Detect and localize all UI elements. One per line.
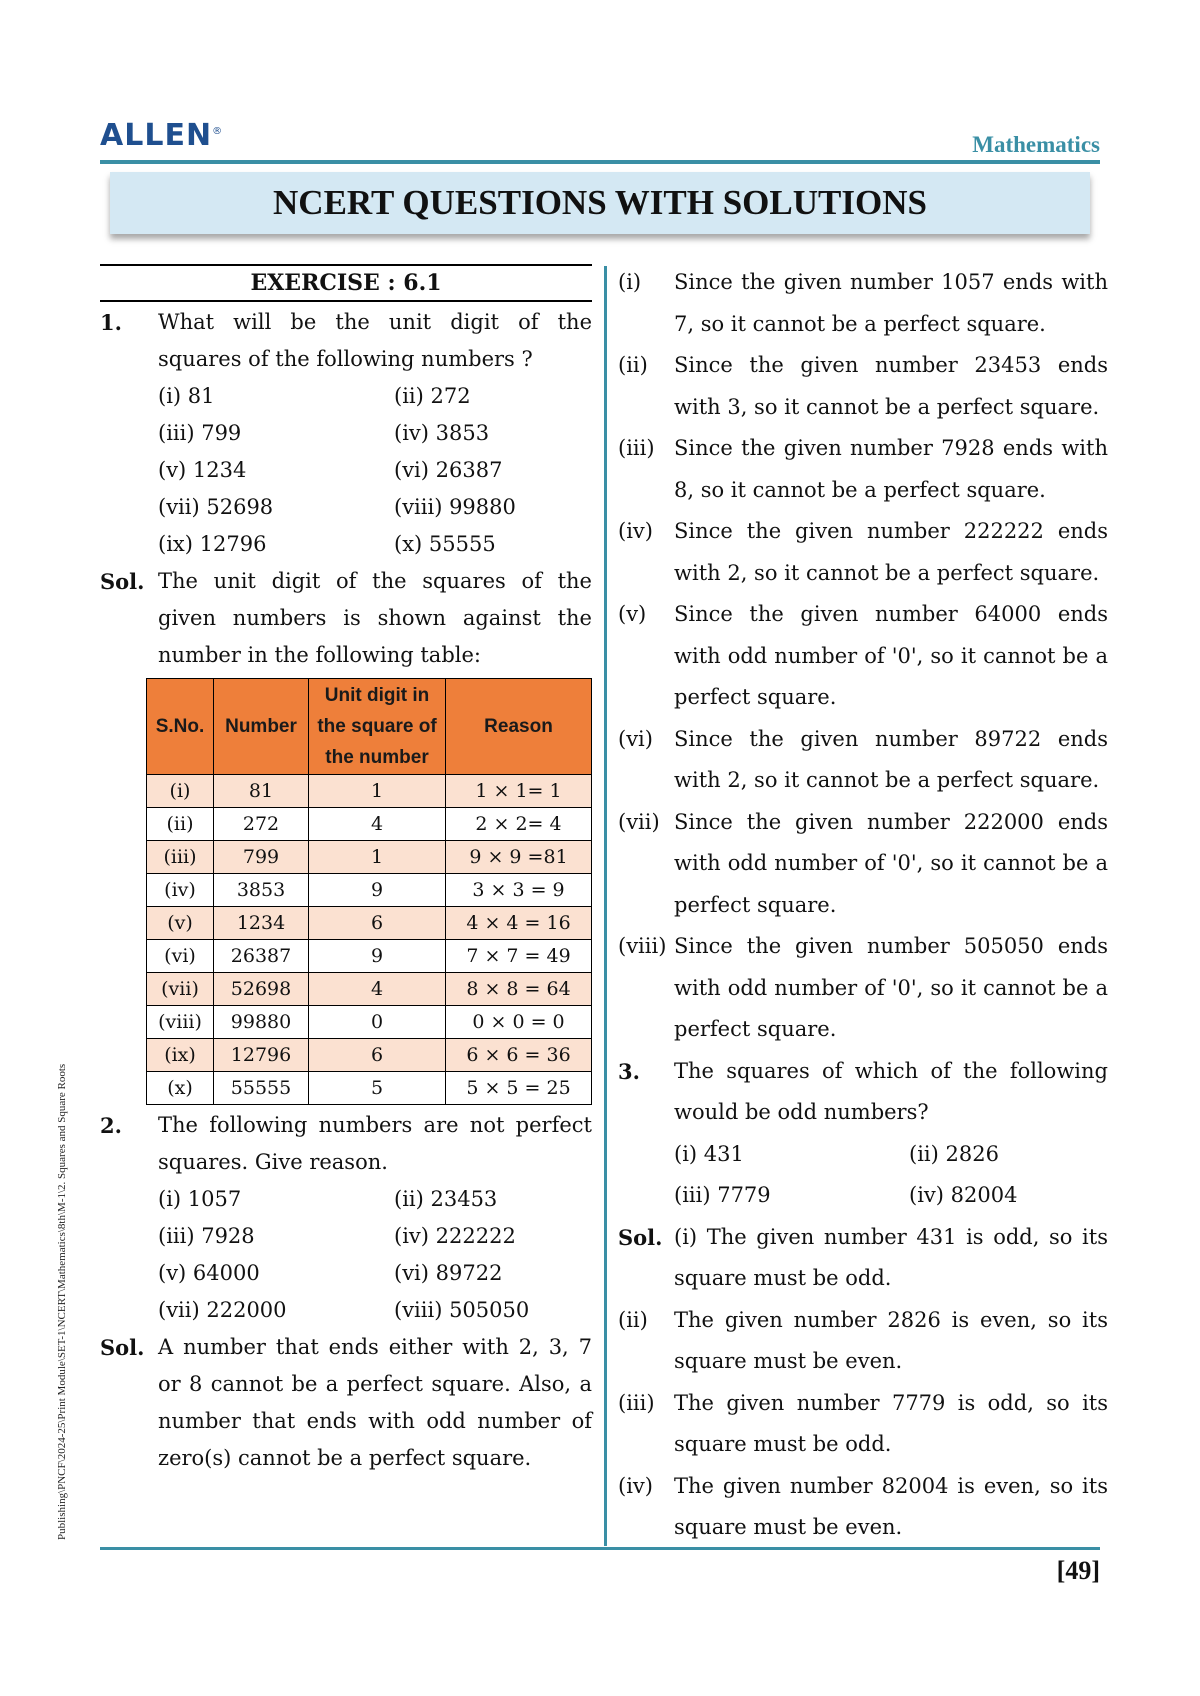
table-cell: 3853	[214, 874, 309, 907]
question-text: What will be the unit digit of the squares of the following numbers ?	[158, 310, 592, 371]
table-cell: 55555	[214, 1072, 309, 1105]
side-file-path: Publishing\PNCF\2024-25\Print Module\SET-1\NCERT\Mathematics\8th\M-1\2. Squares and Square Roots	[56, 1063, 68, 1540]
table-cell: (iv)	[147, 874, 214, 907]
question-1-options	[100, 378, 592, 563]
table-cell: 52698	[214, 973, 309, 1006]
question-2-options	[100, 1181, 592, 1329]
solution-2	[100, 1329, 592, 1477]
solution-text: The unit digit of the squares of the given numbers is shown against the number in the following table:	[158, 569, 592, 667]
table-cell: 6 × 6 = 36	[446, 1039, 592, 1072]
table-cell: 1 × 1= 1	[446, 775, 592, 808]
table-cell: (ix)	[147, 1039, 214, 1072]
table-header: Unit digit in the square of the number	[309, 679, 446, 775]
unit-digit-table	[146, 678, 592, 1105]
table-cell: 9	[309, 940, 446, 973]
item-number: (iv)	[618, 519, 653, 543]
option: (ii) 272	[394, 384, 471, 408]
item-number: (iii)	[618, 436, 655, 460]
table-cell: 799	[214, 841, 309, 874]
solution-1	[100, 563, 592, 674]
table-cell: 2 × 2= 4	[446, 808, 592, 841]
item-number: (iv)	[618, 1473, 653, 1498]
option: (vi) 89722	[394, 1261, 503, 1285]
table-cell: 4 × 4 = 16	[446, 907, 592, 940]
item-number: (iii)	[618, 1390, 655, 1415]
solution-label: Sol.	[100, 569, 145, 594]
option: (ii) 2826	[909, 1141, 999, 1166]
option: (vii) 52698	[158, 495, 274, 519]
question-text: The squares of which of the following would be odd numbers?	[674, 1058, 1108, 1124]
solution-2-item	[618, 262, 1108, 345]
solution-2-item	[618, 511, 1108, 594]
table-cell: 5	[309, 1072, 446, 1105]
table-cell: 4	[309, 808, 446, 841]
table-cell: 6	[309, 907, 446, 940]
table-cell: (viii)	[147, 1006, 214, 1039]
table-row	[147, 808, 592, 841]
table-row	[147, 841, 592, 874]
table-cell: 12796	[214, 1039, 309, 1072]
table-row	[147, 1072, 592, 1105]
solution-2-item	[618, 594, 1108, 719]
solution-3-item	[618, 1466, 1108, 1549]
item-number: (viii)	[618, 934, 667, 958]
table-cell: 99880	[214, 1006, 309, 1039]
option: (i) 431	[674, 1141, 744, 1166]
exercise-title: EXERCISE : 6.1	[100, 264, 592, 302]
question-3	[618, 1051, 1108, 1134]
table-cell: 81	[214, 775, 309, 808]
footer-divider	[100, 1547, 1100, 1550]
table-row	[147, 775, 592, 808]
item-text: Since the given number 7928 ends with 8, so it cannot be a perfect square.	[674, 436, 1108, 502]
option: (iii) 7928	[158, 1224, 255, 1248]
option: (v) 1234	[158, 458, 247, 482]
item-text: Since the given number 23453 ends with 3, so it cannot be a perfect square.	[674, 353, 1108, 419]
option: (iv) 222222	[394, 1224, 516, 1248]
solution-3-item	[618, 1217, 1108, 1300]
solution-label: Sol.	[100, 1335, 145, 1360]
option: (iii) 7779	[674, 1183, 771, 1207]
table-cell: 272	[214, 808, 309, 841]
table-cell: 9	[309, 874, 446, 907]
question-number: 1.	[100, 310, 122, 335]
item-text: The given number 7779 is odd, so its square must be odd.	[674, 1390, 1108, 1456]
table-row	[147, 973, 592, 1006]
option: (vii) 222000	[158, 1298, 287, 1322]
allen-logo: ALLEN®	[100, 118, 224, 153]
solution-label: Sol.	[618, 1224, 663, 1250]
question-number: 3.	[618, 1058, 640, 1084]
option: (iv) 82004	[909, 1183, 1018, 1207]
table-cell: 4	[309, 973, 446, 1006]
page-banner: NCERT QUESTIONS WITH SOLUTIONS	[110, 172, 1090, 234]
item-number: (vii)	[618, 809, 660, 834]
question-number: 2.	[100, 1113, 122, 1138]
table-header: S.No.	[147, 679, 214, 775]
item-text: Since the given number 505050 ends with odd number of '0', so it cannot be a perfect square.	[674, 934, 1108, 1041]
header-divider	[100, 160, 1100, 164]
question-3-options	[618, 1134, 1108, 1217]
left-column	[100, 264, 592, 1477]
table-cell: 6	[309, 1039, 446, 1072]
option: (x) 55555	[394, 532, 496, 556]
right-column	[618, 262, 1108, 1549]
table-cell: 8 × 8 = 64	[446, 973, 592, 1006]
solution-2-item	[618, 719, 1108, 802]
item-text: Since the given number 222000 ends with odd number of '0', so it cannot be a perfect square.	[674, 809, 1108, 917]
table-cell: 1	[309, 775, 446, 808]
item-number: (ii)	[618, 353, 648, 377]
table-cell: 0 × 0 = 0	[446, 1006, 592, 1039]
option: (ix) 12796	[158, 532, 267, 556]
table-cell: (v)	[147, 907, 214, 940]
item-number: (i)	[618, 270, 642, 294]
table-row	[147, 940, 592, 973]
item-text: Since the given number 89722 ends with 2, so it cannot be a perfect square.	[674, 726, 1108, 792]
item-text: The given number 431 is odd, so its square must be odd.	[674, 1224, 1108, 1290]
table-cell: (i)	[147, 775, 214, 808]
subject-title: Mathematics	[972, 132, 1100, 157]
item-number: (ii)	[618, 1307, 648, 1332]
table-cell: (ii)	[147, 808, 214, 841]
table-row	[147, 907, 592, 940]
item-text: The given number 2826 is even, so its square must be even.	[674, 1307, 1108, 1373]
option: (v) 64000	[158, 1261, 260, 1285]
table-header: Reason	[446, 679, 592, 775]
item-text: The given number 82004 is even, so its square must be even.	[674, 1473, 1108, 1539]
option: (iii) 799	[158, 421, 242, 445]
table-row	[147, 874, 592, 907]
table-cell: 9 × 9 =81	[446, 841, 592, 874]
solution-2-item	[618, 345, 1108, 428]
option: (i) 81	[158, 384, 215, 408]
table-cell: (vi)	[147, 940, 214, 973]
table-row	[147, 1006, 592, 1039]
page-number: [49]	[1056, 1556, 1100, 1585]
item-number: (v)	[618, 602, 647, 626]
table-cell: 0	[309, 1006, 446, 1039]
table-cell: (vii)	[147, 973, 214, 1006]
solution-3-item	[618, 1383, 1108, 1466]
item-text: Since the given number 64000 ends with odd number of '0', so it cannot be a perfect square.	[674, 602, 1108, 709]
question-text: The following numbers are not perfect squares. Give reason.	[158, 1113, 592, 1174]
solution-3-item	[618, 1300, 1108, 1383]
option: (iv) 3853	[394, 421, 490, 445]
item-text: Since the given number 222222 ends with 2, so it cannot be a perfect square.	[674, 519, 1108, 585]
question-2	[100, 1107, 592, 1181]
option: (viii) 99880	[394, 495, 516, 519]
solution-2-item	[618, 926, 1108, 1051]
solution-2-item	[618, 428, 1108, 511]
solution-text: A number that ends either with 2, 3, 7 or 8 cannot be a perfect square. Also, a number that ends with odd number of zero(s) cannot be a perfect square.	[158, 1335, 592, 1470]
item-number: (i)	[674, 1224, 698, 1249]
item-text: Since the given number 1057 ends with 7, so it cannot be a perfect square.	[674, 270, 1108, 336]
solution-2-item	[618, 802, 1108, 927]
table-cell: 1	[309, 841, 446, 874]
table-cell: (x)	[147, 1072, 214, 1105]
table-cell: 1234	[214, 907, 309, 940]
item-number: (vi)	[618, 726, 653, 751]
option: (viii) 505050	[394, 1298, 530, 1322]
table-row	[147, 1039, 592, 1072]
option: (i) 1057	[158, 1187, 242, 1211]
table-cell: 5 × 5 = 25	[446, 1072, 592, 1105]
table-header: Number	[214, 679, 309, 775]
option: (vi) 26387	[394, 458, 503, 482]
table-cell: 7 × 7 = 49	[446, 940, 592, 973]
table-cell: 3 × 3 = 9	[446, 874, 592, 907]
option: (ii) 23453	[394, 1187, 498, 1211]
table-cell: 26387	[214, 940, 309, 973]
question-1	[100, 304, 592, 378]
table-cell: (iii)	[147, 841, 214, 874]
